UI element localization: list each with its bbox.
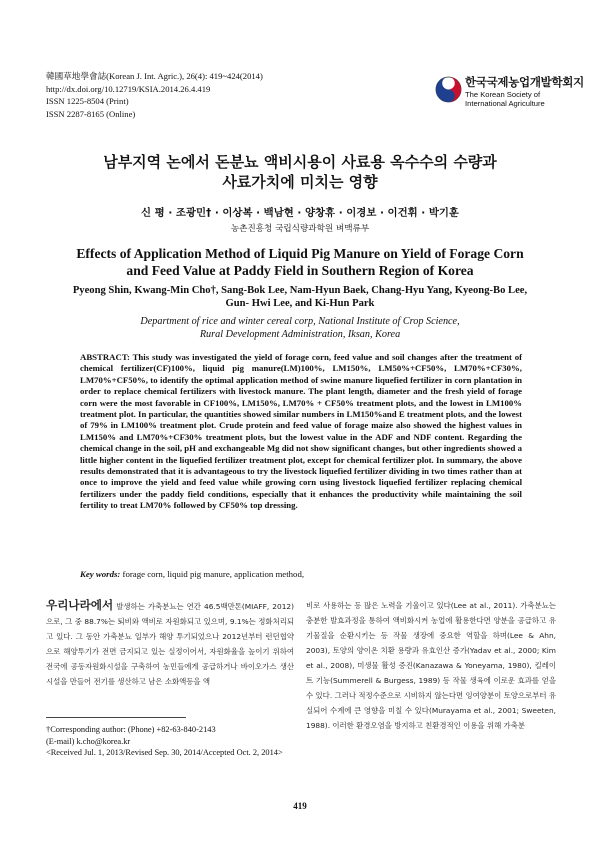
english-title xyxy=(40,245,560,279)
issn-online: ISSN 2287-8165 (Online) xyxy=(46,108,136,119)
korean-title-line-1: 남부지역 논에서 돈분뇨 액비시용이 사료용 옥수수의 수량과 xyxy=(103,153,497,171)
keywords xyxy=(80,569,540,579)
taegeuk-emblem-icon xyxy=(435,76,462,103)
corresponding-email: (E-mail) k.cho@korea.kr xyxy=(46,736,131,746)
footnote-divider xyxy=(46,717,186,718)
society-name-kr: 한국국제농업개발학회지 xyxy=(465,75,584,89)
korean-title xyxy=(0,152,600,192)
page-number: 419 xyxy=(293,801,307,811)
english-title-line-1: Effects of Application Method of Liquid Pig Manure on Yield of Forage Corn xyxy=(76,246,524,261)
society-logo xyxy=(435,74,584,110)
body-column-right: 비로 사용하는 등 많은 노력을 기울이고 있다(Lee at al., 2011). 가축분뇨는 충분한 발효과정을 통하여 액비화시켜 농업에 활용한다면 양분을 공급하고 유기물질을 순환시키는 등 작물 생장에 중요한 역할을 하며(Lee & Ahn, 2003), 토양의 양이온 치환 용량과 유효인산 증가(Yadav et al., 2000; Kim et al., 2008), 미생물 활성 증진(Kanazawa & Yoneyama, 1980), 킬레이트 기능(Summerell & Burgess, 1989) 등 작물 생육에 이로운 효과를 얻을 수 있다. 그러나 적정수준으로 시비하지 않는다면 잉여양분이 토양으로부터 유실되어 수계에 큰 영향을 미칠 수 있다(Murayama et al., 2001; Sweeten, 1988). 이러한 환경오염을 방지하고 친환경적인 이용을 위해 가축분 xyxy=(306,601,556,730)
received-dates: <Received Jul. 1, 2013/Revised Sep. 30, 2014/Accepted Oct. 2, 2014> xyxy=(46,748,283,757)
abstract: ABSTRACT: This study was investigated the yield of forage corn, feed value and soil changes after the treatment of chemical fertilizer(CF)100%, liquid pig manure(LM)100%, LM150%, LM50%+CF50%, LM70%+CF30%, LM70%+CF50%, to identify the optimal application method of swine manure liquefied fertilizer in corn plantation in order to replace chemical fertilizers with livestock manure. The plant length, diameter and the fresh yield of forage corn were the most favorable in CF100%, LM150%, LM70% + CF50% treatment plots, and the lowest in LM100% treatment plot. In particular, the quantities showed similar numbers in LM150%and E treatment plots, and the lowest of 79% in LM100% treatment plot. Crude protein and feed value of forage maize also showed the highest values in LM150% and LM70%+CF30% treatment plots, but the lowest value in the ADF and NDF content. Regarding the chemical change in the soil, pH and exchangeable Mg did not show significant changes, but other ingredients showed a little higher content in the liquefied fertilizer treatment plot, except for chemical fertilizer plot. In summary, the above results demonstrated that it is advantageous to try the livestock liquefied fertilizer dividing in two times rather than at once to improve the yield and feed value while growing corn using livestock liquefied fertilizer replacing chemical fertilizers under the paddy field conditions, especially that it enhances the productivity while maintaining the soil fertility to treat LM70% followed by CF50% top dressing. xyxy=(80,352,522,511)
doi-link[interactable]: http://dx.doi.org/10.12719/KSIA.2014.26.4.419 xyxy=(46,83,211,94)
korean-affiliation: 농촌진흥청 국립식량과학원 벼맥류부 xyxy=(230,224,370,234)
society-name-en: The Korean Society of International Agriculture xyxy=(465,90,545,108)
korean-title-line-2: 사료가치에 미치는 영향 xyxy=(222,173,378,191)
corresponding-author: †Corresponding author: (Phone) +82-63-840-2143 xyxy=(46,725,216,734)
journal-header xyxy=(46,70,263,120)
body-left-text: 발생하는 가축분뇨는 연간 46.5백만톤(MIAFF, 2012)으로, 그 중 88.7%는 퇴비와 액비로 자원화되고 있으며, 9.1%는 정화처리되고 있다. 그 동안 가축분뇨 일부가 해양 투기되었으나 2012년부터 런던협약으로 해양투기가 전면 금지되고 있는 실정이어서, 자원화율을 높이기 위하여 전국에 공동자원화시설을 구축하여 농민들에게 공급하거나 바이오가스 생산시설을 만들어 전기를 생산하고 남은 소화액등을 액 xyxy=(46,602,294,686)
issn-print: ISSN 1225-8504 (Print) xyxy=(46,96,129,107)
english-authors-line-2: Gun- Hwi Lee, and Ki-Hun Park xyxy=(225,298,375,309)
english-affiliation-line-2: Rural Development Administration, Iksan, Korea xyxy=(199,329,401,340)
journal-citation: 韓國草地學會誌(Korean J. Int. Agric.), 26(4): 419~424(2014) xyxy=(46,71,263,81)
english-authors-line-1: Pyeong Shin, Kwang-Min Cho†, Sang-Bok Lee, Nam-Hyun Baek, Chang-Hyu Yang, Kyeong-Bo Lee, xyxy=(72,285,528,296)
english-affiliation xyxy=(50,315,550,341)
footnote xyxy=(46,724,296,759)
english-affiliation-line-1: Department of rice and winter cereal corp, National Institute of Crop Science, xyxy=(140,316,460,327)
keywords-label: Key words: xyxy=(80,569,121,579)
intro-lead-word: 우리나라에서 xyxy=(46,598,114,612)
keywords-text: forage corn, liquid pig manure, application method, xyxy=(122,569,305,579)
english-title-line-2: and Feed Value at Paddy Field in Southern Region of Korea xyxy=(126,263,474,278)
body-column-left xyxy=(46,598,294,689)
korean-authors: 신 평 · 조광민† · 이상복 · 백남현 · 양창휴 · 이경보 · 이건휘 · 박기훈 xyxy=(141,207,459,219)
english-authors xyxy=(50,284,550,310)
